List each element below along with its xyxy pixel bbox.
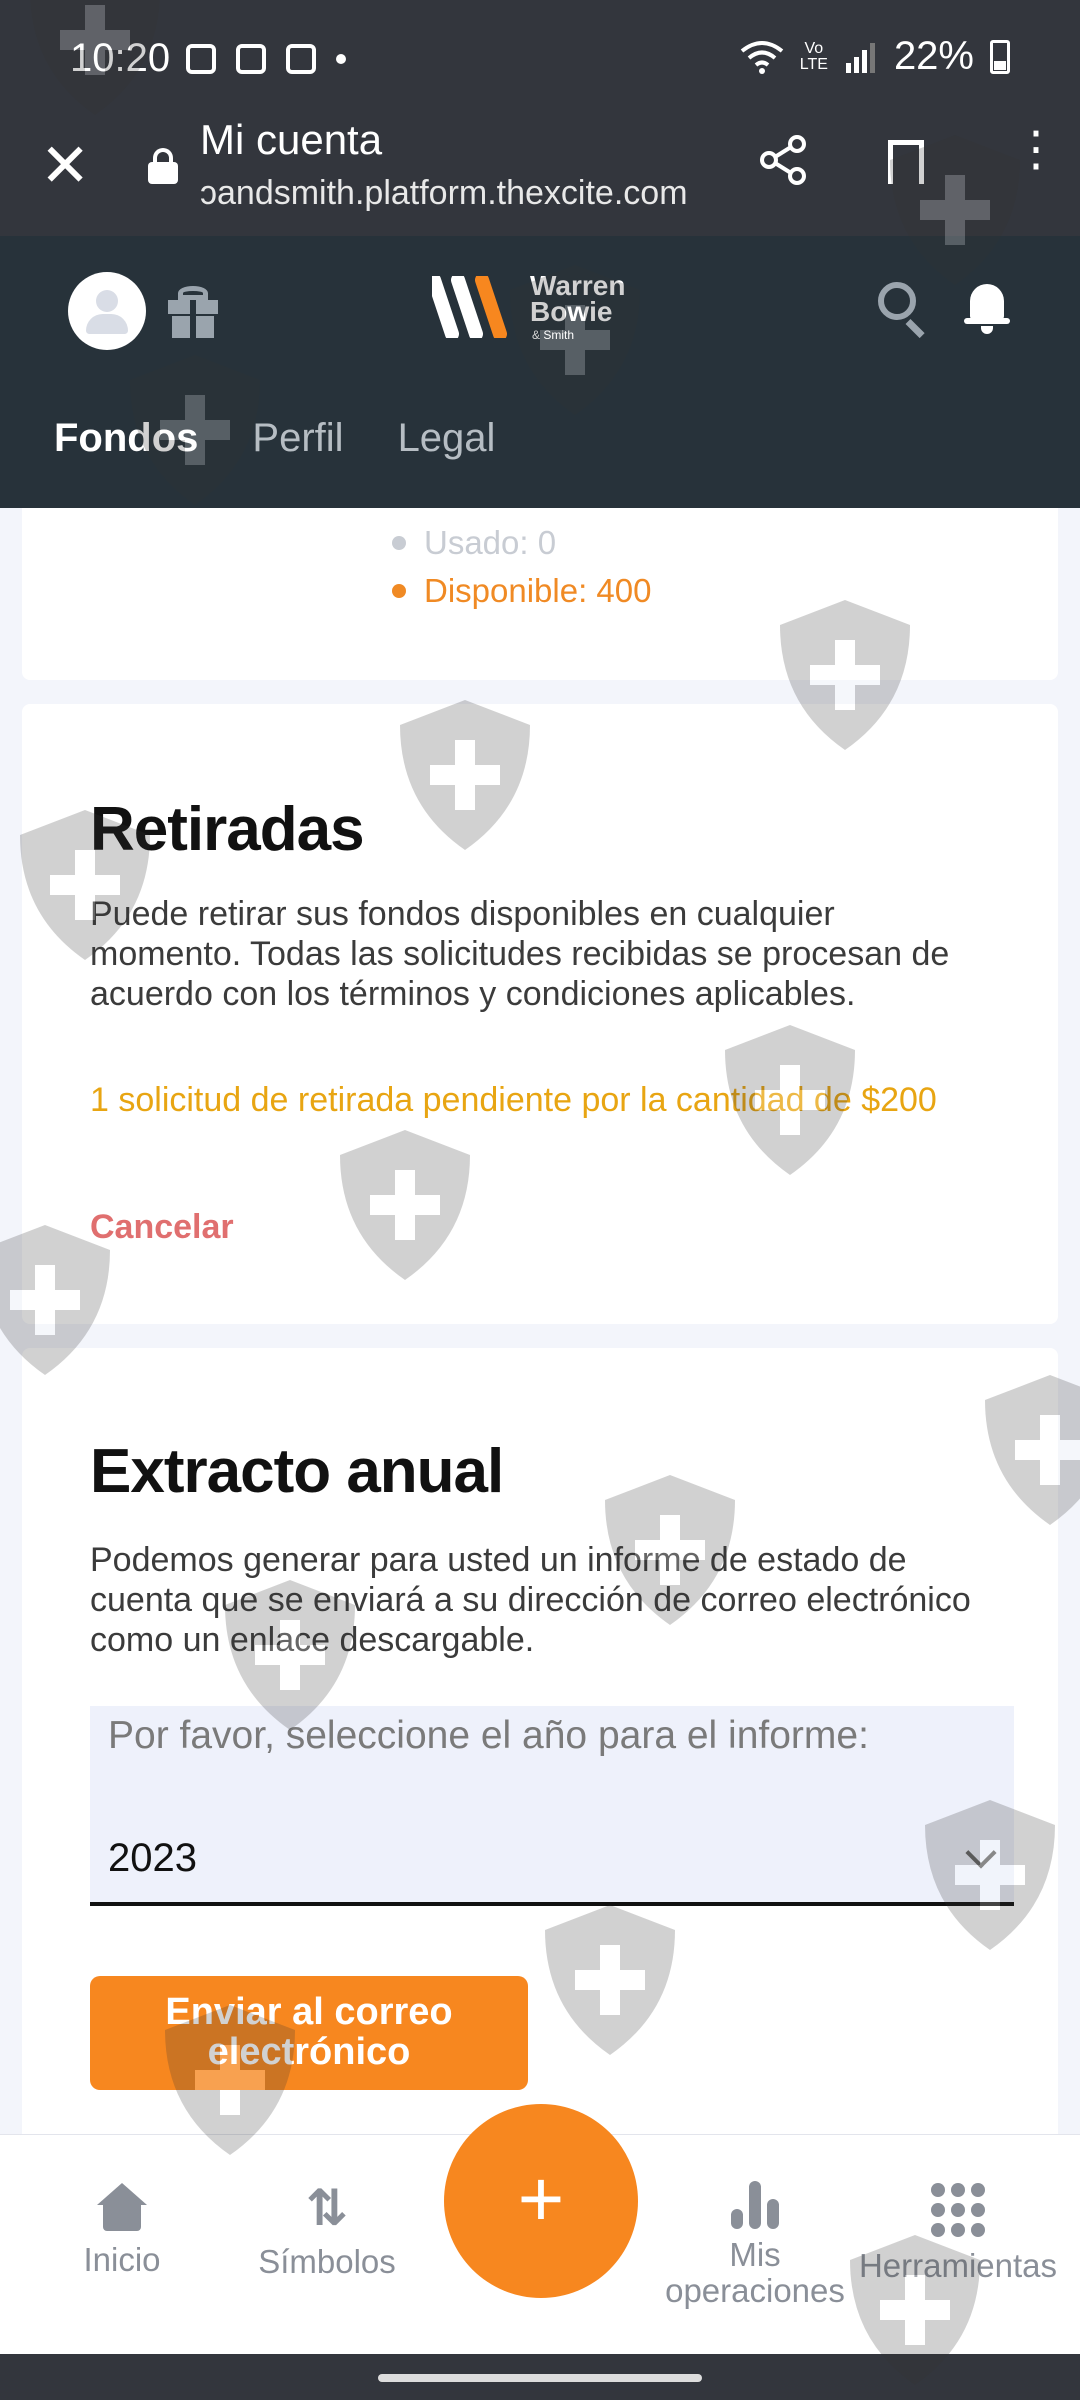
battery-percent: 22% [893, 34, 974, 78]
brand-logo[interactable] [432, 272, 652, 342]
close-icon[interactable]: ✕ [40, 132, 91, 199]
available-label: Disponible: 400 [424, 572, 652, 609]
more-notifications-dot-icon [336, 54, 346, 64]
status-time: 10:20 [70, 36, 171, 80]
lock-icon [148, 148, 178, 182]
clock-notification-icon [186, 44, 216, 74]
nav-label-inicio: Inicio [83, 2241, 161, 2278]
browser-bar [0, 118, 1080, 236]
wifi-icon [740, 39, 784, 75]
add-action-button[interactable]: + [444, 2104, 638, 2298]
available-legend [392, 572, 652, 610]
share-icon[interactable] [755, 132, 811, 188]
annual-statement-card [22, 1348, 1058, 2136]
brand-name-line1: Warren [530, 270, 626, 301]
nav-label-mis-operaciones: Mis operaciones [665, 2236, 845, 2309]
bar-chart-icon [727, 2175, 783, 2229]
annual-statement-title: Extracto anual [90, 1437, 504, 1506]
withdrawals-title: Retiradas [90, 795, 364, 864]
image-notification-icon [236, 44, 266, 74]
gift-icon[interactable] [168, 286, 218, 338]
account-tabs [54, 416, 495, 461]
year-select-value: 2023 [108, 1836, 197, 1880]
brand-name-line2: Bowie [530, 296, 613, 327]
bell-icon[interactable] [964, 280, 1010, 336]
swap-arrows-icon: ⇅ [306, 2180, 348, 2236]
page-title: Mi cuenta [200, 116, 383, 163]
chevron-down-icon [965, 1837, 996, 1868]
tab-perfil[interactable]: Perfil [252, 416, 344, 460]
search-icon[interactable] [878, 282, 928, 332]
send-email-button-line1: Enviar al correo [165, 1991, 453, 2033]
year-select-label: Por favor, seleccione el año para el informe: [108, 1714, 869, 1757]
page-url[interactable]: ɔandsmith.platform.thexcite.com [200, 174, 688, 212]
cancel-withdrawal-link[interactable]: Cancelar [90, 1208, 234, 1246]
tab-fondos[interactable]: Fondos [54, 416, 199, 460]
video-notification-icon [286, 44, 316, 74]
balance-card [22, 508, 1058, 680]
withdrawals-description: Puede retirar sus fondos disponibles en cualquier momento. Todas las solicitudes recibidas se procesan de acuerdo con los términos y condiciones aplicables. [90, 895, 950, 1013]
year-select[interactable] [90, 1706, 1014, 1906]
app-header [0, 236, 1080, 508]
used-bullet-icon [392, 536, 406, 550]
send-email-button-line2: electrónico [207, 2031, 411, 2073]
used-label: Usado: 0 [424, 524, 557, 561]
nav-item-inicio[interactable] [60, 2183, 184, 2279]
home-icon [97, 2183, 147, 2231]
annual-statement-description: Podemos generar para usted un informe de estado de cuenta que se enviará a su dirección de correo electrónico como un enlace descargable. [90, 1541, 971, 1659]
tab-legal[interactable]: Legal [397, 416, 496, 460]
home-gesture-pill[interactable] [378, 2374, 702, 2382]
nav-label-herramientas: Herramientas [858, 2247, 1058, 2284]
signal-icon [844, 41, 878, 73]
withdrawals-card [22, 704, 1058, 1324]
send-email-button[interactable] [90, 1976, 528, 2090]
brand-name-line3: & Smith [532, 328, 575, 342]
brand-logo-mark-icon [432, 276, 522, 338]
avatar[interactable] [68, 272, 146, 350]
notification-icons [186, 44, 346, 74]
battery-icon [990, 40, 1010, 74]
bookmark-icon[interactable] [888, 140, 924, 184]
available-bullet-icon [392, 584, 406, 598]
nav-label-simbolos: Símbolos [258, 2243, 396, 2280]
volte-icon: Vo LTE [799, 39, 828, 73]
nav-item-mis-operaciones[interactable] [650, 2175, 860, 2309]
status-right [740, 34, 1010, 79]
more-options-icon[interactable]: ⋮ [1012, 123, 1060, 176]
nav-item-simbolos[interactable] [250, 2180, 404, 2281]
used-legend [392, 524, 556, 562]
pending-withdrawal-notice: 1 solicitud de retirada pendiente por la cantidad de $200 [90, 1081, 937, 1119]
grid-dots-icon [931, 2183, 985, 2237]
system-nav-bar [0, 2354, 1080, 2400]
status-bar [0, 0, 1080, 118]
nav-item-herramientas[interactable] [848, 2183, 1068, 2285]
